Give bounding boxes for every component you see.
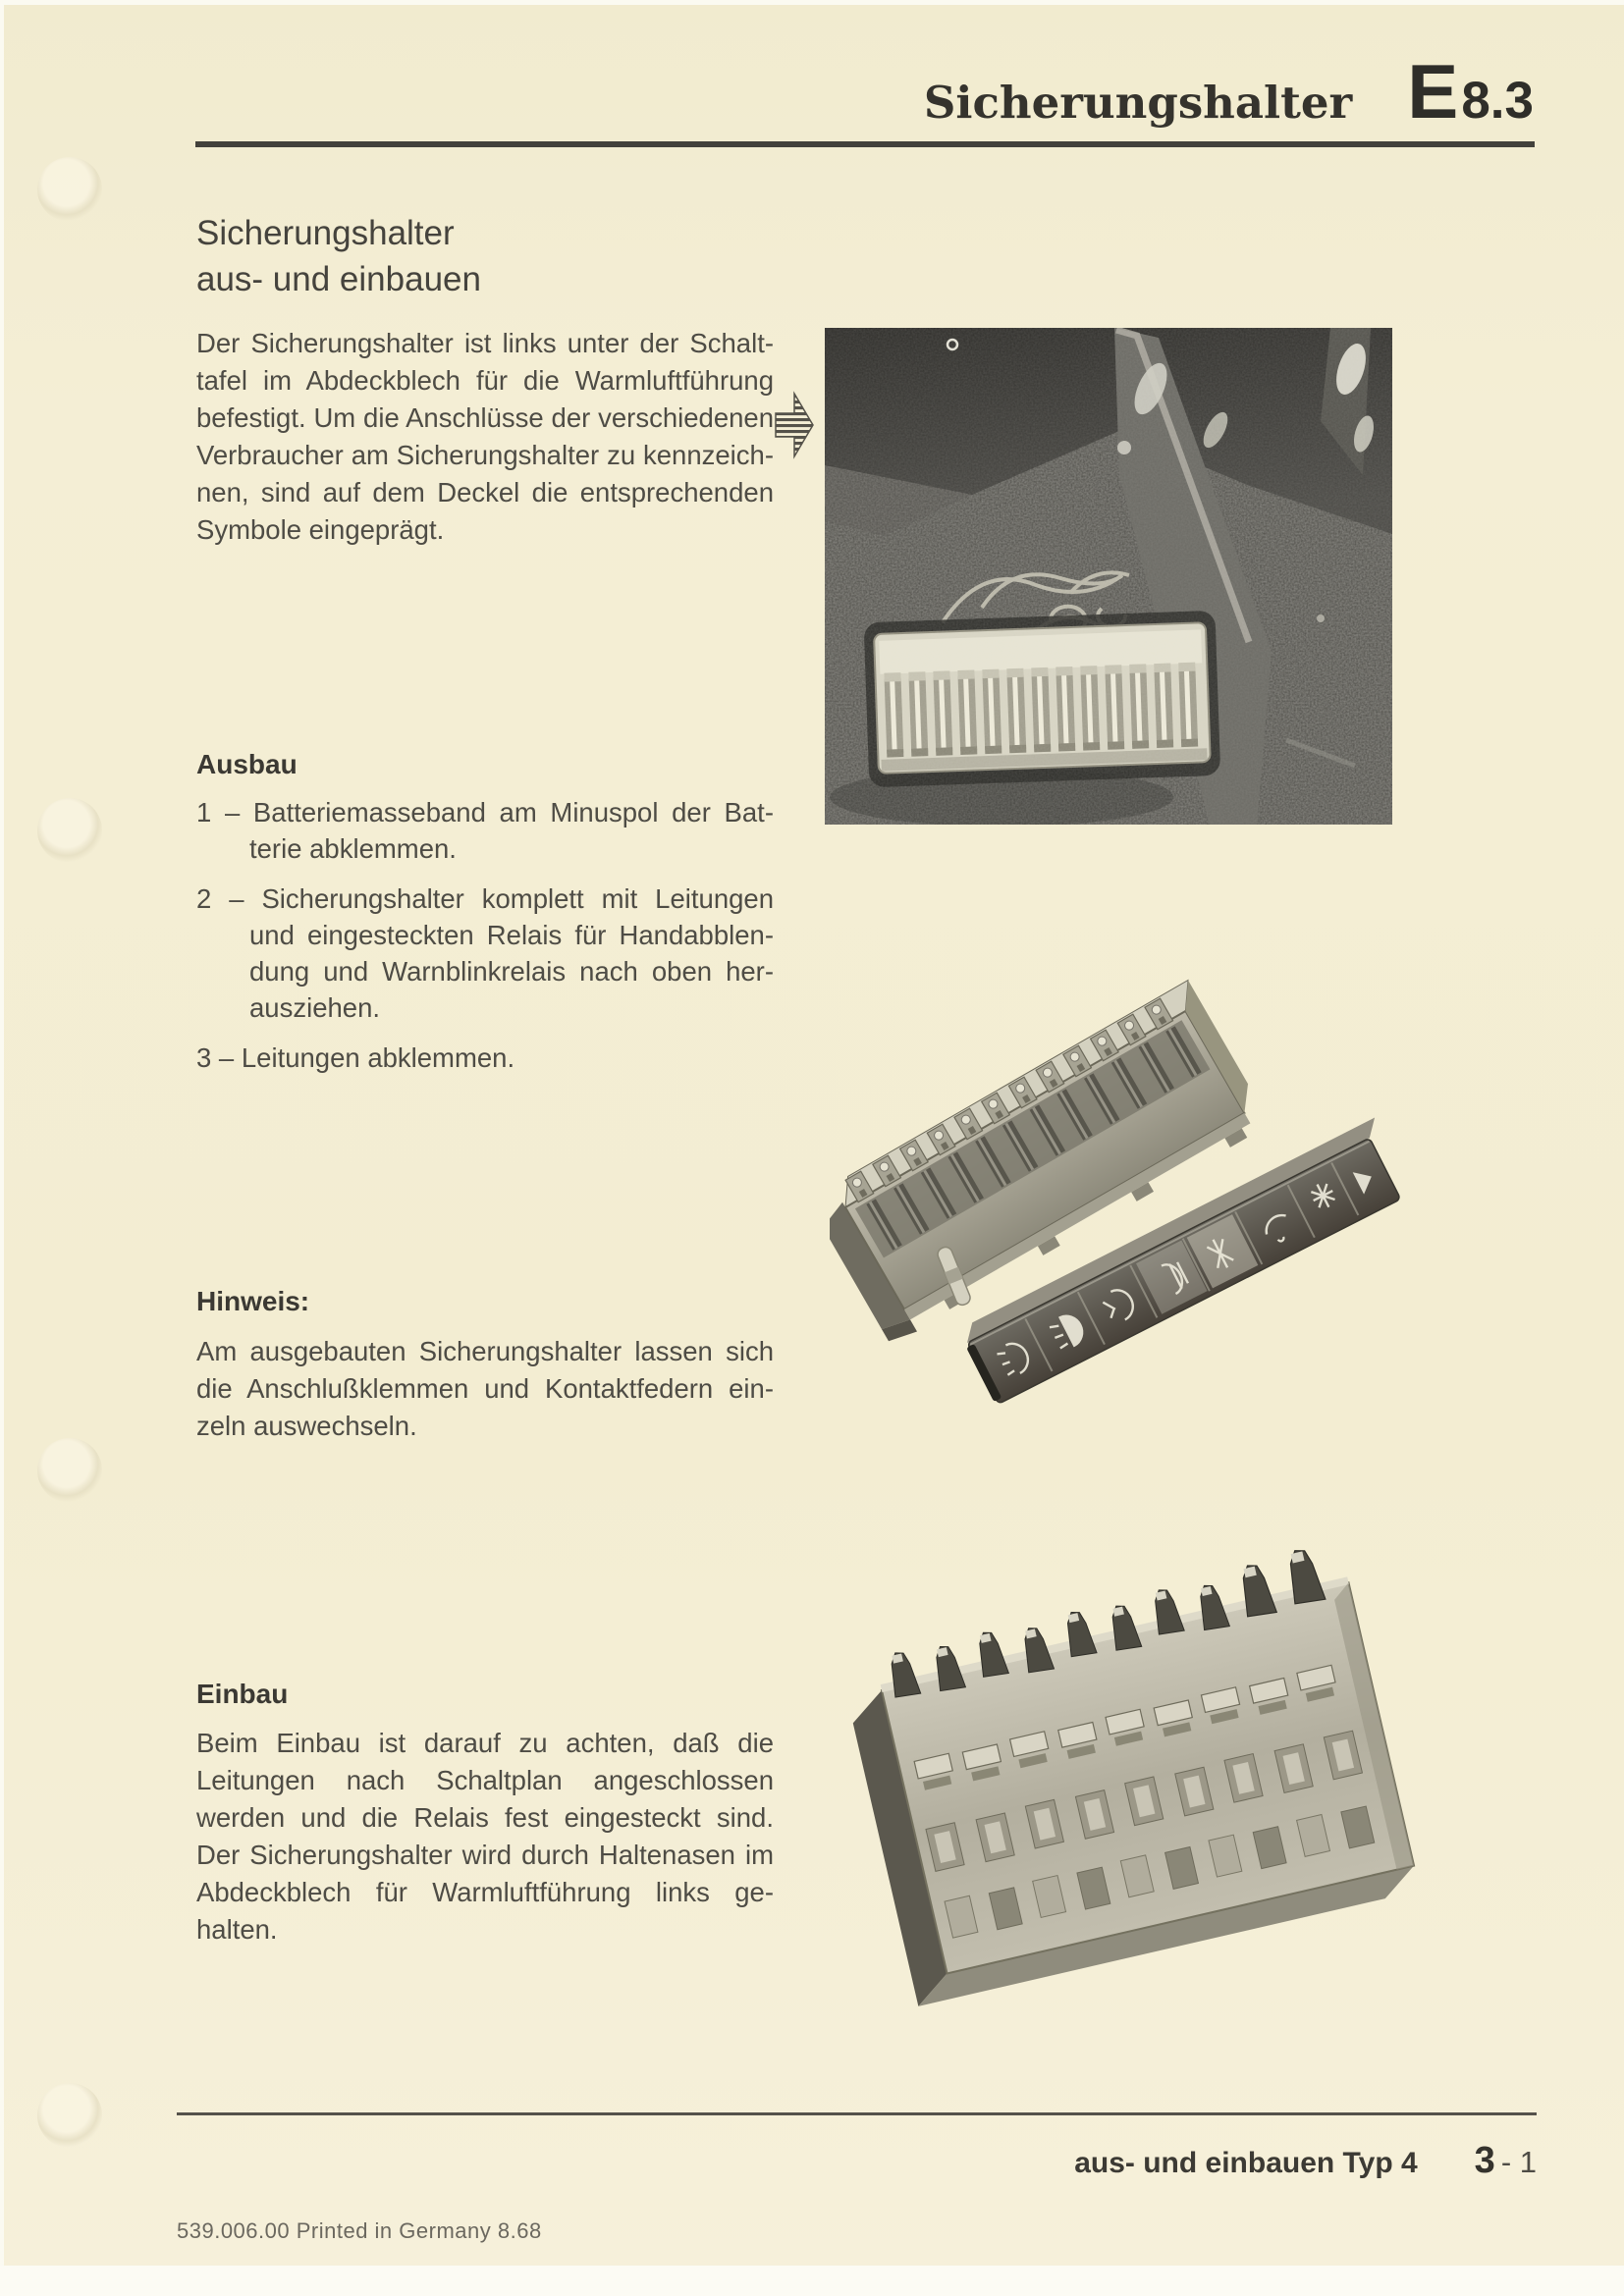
page-number-minor: - 1 [1500,2145,1537,2179]
text-line: Leitungen nach Schaltplan angeschlossen [196,1765,774,1795]
header-rule [195,141,1535,147]
figure-fuse-holder-with-cover [830,913,1419,1404]
page-title [196,210,481,302]
page-footer [1074,2140,1537,2182]
intro-paragraph [196,325,774,549]
scan-edge-top [0,0,1624,5]
text-line: tafel im Abdeckblech für die Warmluftführung [196,365,774,396]
ausbau-step [196,794,774,867]
page-title-line1: Sicherungshalter [196,214,455,252]
section-code-number: 8.3 [1461,72,1534,130]
text-line: ausziehen. [249,992,381,1023]
ausbau-step [196,1040,774,1076]
section-code-letter: E [1407,48,1457,134]
text-line: die Anschlußklemmen und Kontaktfedern ein- [196,1373,774,1404]
hinweis-paragraph [196,1333,774,1445]
punch-hole [37,2083,102,2148]
section-code [1407,47,1534,136]
section-heading-einbau: Einbau [196,1679,289,1709]
page-number-major: 3 [1474,2140,1495,2181]
punch-hole [37,798,102,863]
section-heading-hinweis: Hinweis: [196,1286,310,1316]
text-line: 2 – Sicherungshalter komplett mit Leitungen [196,883,774,914]
page-header [924,47,1534,136]
text-line: werden und die Relais fest eingesteckt sind. [196,1802,774,1833]
text-line: halten. [196,1914,278,1945]
scan-edge-bottom [0,2266,1624,2296]
einbau-paragraph [196,1725,774,1949]
text-line: Abdeckblech für Warmluftführung links ge- [196,1877,774,1907]
text-line: 1 – Batteriemasseband am Minuspol der Bat- [196,797,774,828]
punch-hole [37,157,102,222]
text-line: Beim Einbau ist darauf zu achten, daß die [196,1728,774,1758]
text-line: Der Sicherungshalter ist links unter der Schalt- [196,328,774,358]
punch-hole [37,1438,102,1503]
text-line: dung und Warnblinkrelais nach oben her- [249,956,774,987]
page-title-line2: aus- und einbauen [196,260,481,298]
footer-rule [177,2112,1537,2115]
text-line: Symbole eingeprägt. [196,514,445,545]
imprint-text: 539.006.00 Printed in Germany 8.68 [177,2218,542,2243]
text-line: terie abklemmen. [249,833,457,864]
ausbau-step [196,881,774,1026]
footer-section-label: aus- und einbauen Typ 4 [1074,2147,1418,2179]
text-line: und eingesteckten Relais für Handabblen- [249,920,774,950]
text-line: befestigt. Um die Anschlüsse der verschiedenen [196,402,774,433]
text-line: nen, sind auf dem Deckel die entsprechenden [196,477,774,507]
ausbau-step-list [196,794,774,1090]
text-line: Verbraucher am Sicherungshalter zu kennzeich- [196,440,774,470]
page-number [1475,2140,1537,2182]
striped-right-arrow-icon [774,389,815,461]
section-heading-ausbau: Ausbau [196,749,298,779]
figure-photo-fuse-holder-under-dash [825,328,1392,825]
scan-edge-left [0,0,4,2296]
text-line: zeln auswechseln. [196,1411,417,1441]
figure-fuse-holder-terminals [835,1465,1419,2081]
text-line: 3 – Leitungen abklemmen. [196,1042,515,1073]
text-line: Am ausgebauten Sicherungshalter lassen sich [196,1336,774,1366]
header-chapter-title: Sicherungshalter [923,77,1353,129]
text-line: Der Sicherungshalter wird durch Haltenasen im [196,1840,774,1870]
